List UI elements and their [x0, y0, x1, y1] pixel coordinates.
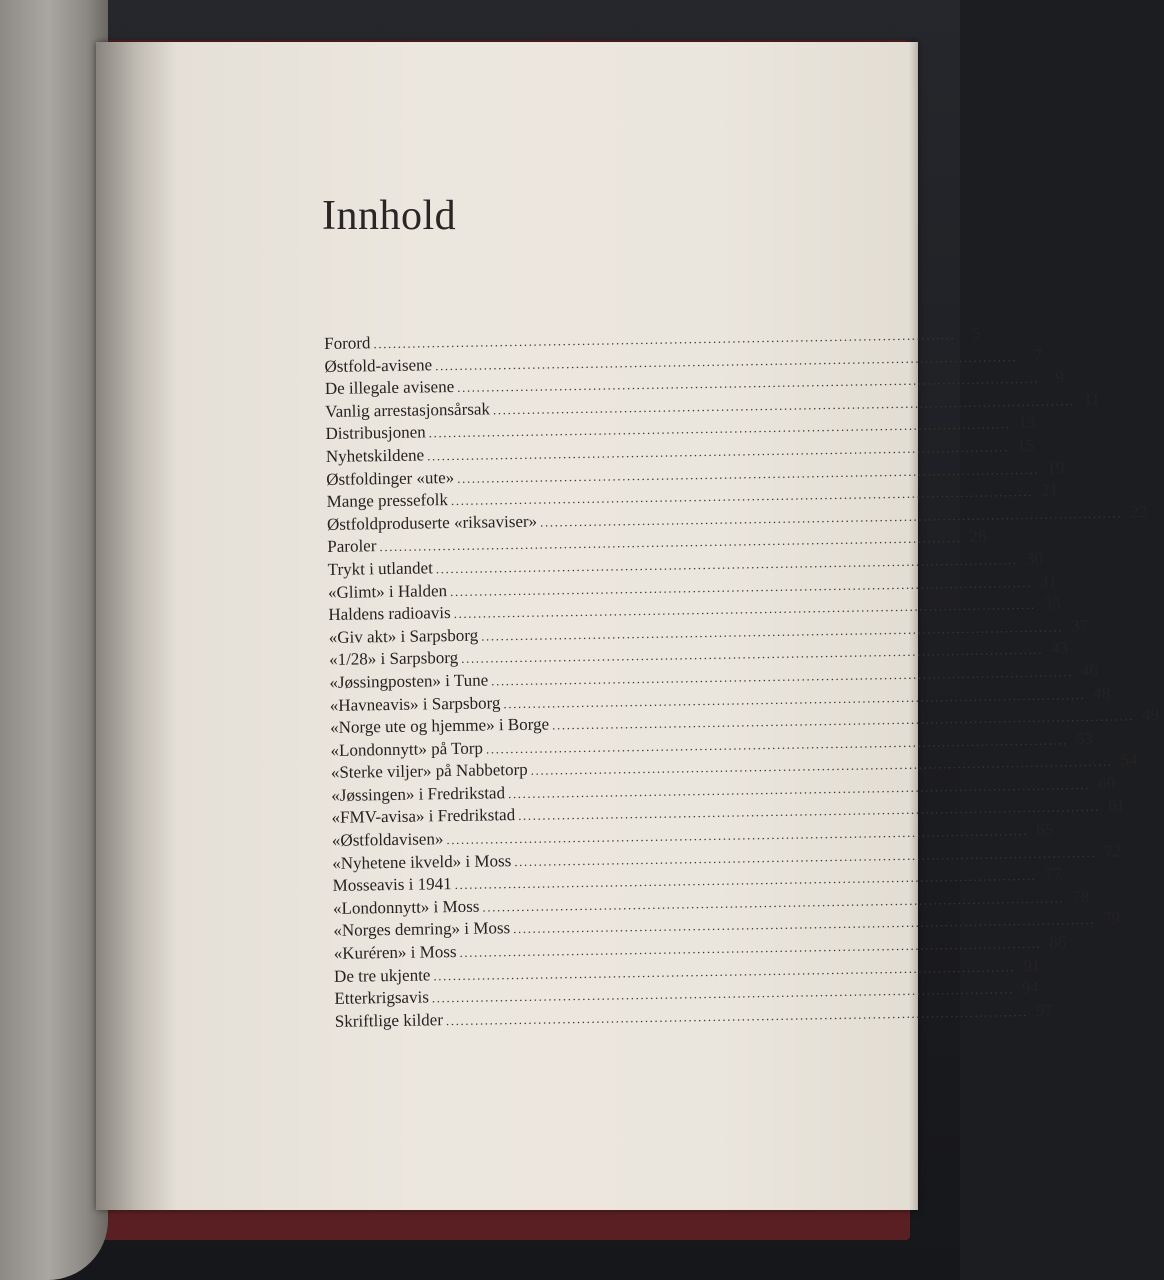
toc-entry-title: Nyhetskildene [325, 445, 425, 466]
toc-entry-page-number: 61 [1107, 795, 1126, 816]
toc-entry-page-number: 28 [969, 526, 987, 547]
toc-dot-leader: ........................................................................................................................ [435, 552, 1018, 577]
toc-entry [334, 1000, 1053, 1035]
toc-dot-leader: ........................................................................................................................ [518, 799, 1101, 824]
toc-dot-leader: ........................................................................................................................ [428, 416, 1011, 441]
toc-entry-title: De illegale avisene [324, 377, 455, 399]
toc-entry-title: «Sterke viljer» på Nabbetorp [330, 760, 528, 783]
toc-dot-leader: ........................................................................................................................ [445, 1003, 1028, 1028]
toc-entry-page-number: 78 [1072, 886, 1090, 907]
toc-entry-title: Trykt i utlandet [327, 558, 433, 579]
toc-entry-page-number: 97 [1035, 1000, 1053, 1020]
toc-entry-title: Østfoldinger «ute» [326, 467, 455, 489]
toc-dot-leader: ........................................................................................................................ [449, 574, 1033, 599]
toc-entry-title: «Havneavis» i Sarpsborg [329, 692, 501, 715]
toc-dot-leader: ........................................................................................................................ [539, 505, 1123, 530]
toc-entry-title: Mange pressefolk [326, 490, 449, 512]
toc-dot-leader: ........................................................................................................................ [530, 753, 1113, 779]
toc-entry-title: «Jøssingposten» i Tune [329, 670, 489, 692]
toc-dot-leader: ........................................................................................................................ [435, 348, 1018, 373]
toc-dot-leader: ........................................................................................................................ [514, 844, 1097, 869]
left-page-edge [0, 0, 108, 1280]
toc-entry-page-number: 35 [1043, 593, 1061, 613]
toc-entry-page-number: 54 [1120, 750, 1138, 770]
toc-entry-page-number: 37 [1070, 615, 1089, 636]
toc-entry-page-number: 91 [1023, 955, 1041, 975]
toc-dot-leader: ........................................................................................................................ [453, 596, 1036, 622]
toc-dot-leader: ........................................................................................................................ [513, 912, 1096, 937]
toc-dot-leader: ........................................................................................................................ [379, 530, 962, 555]
toc-entry-title: «Norge ute og hjemme» i Borge [330, 714, 550, 738]
toc-entry-page-number: 60 [1097, 773, 1116, 793]
toc-entry-page-number: 79 [1102, 909, 1121, 929]
toc-entry-title: Forord [324, 333, 371, 353]
toc-dot-leader: ........................................................................................................................ [459, 935, 1042, 960]
book-page [96, 42, 1160, 1210]
toc-entry-page-number: 22 [1129, 501, 1148, 522]
toc-entry-page-number: 21 [1040, 480, 1059, 500]
toc-dot-leader: ........................................................................................................................ [454, 868, 1037, 893]
toc-entry-page-number: 30 [1025, 548, 1043, 568]
toc-entry-page-number: 48 [1093, 683, 1111, 703]
toc-entry-title: Vanlig arrestasjonsårsak [325, 399, 491, 421]
toc-entry-title: «Kuréren» i Moss [333, 942, 457, 963]
toc-dot-leader: ........................................................................................................................ [491, 664, 1074, 689]
toc-entry-title: «1/28» i Sarpsborg [328, 648, 459, 670]
toc-entry-title: De tre ukjente [333, 965, 431, 986]
toc-entry-page-number: 9 [1055, 367, 1065, 387]
toc-dot-leader: ........................................................................................................................ [492, 392, 1076, 418]
toc-entry-title: Paroler [327, 536, 377, 557]
toc-dot-leader: ........................................................................................................................ [482, 890, 1065, 915]
toc-entry-page-number: 53 [1075, 728, 1094, 748]
toc-entry-title: Distribusjonen [325, 422, 426, 444]
toc-entry-title: «Giv akt» i Sarpsborg [328, 625, 479, 647]
toc-dot-leader: ........................................................................................................................ [481, 619, 1064, 644]
toc-entry-title: «Jøssingen» i Fredrikstad [331, 783, 506, 805]
toc-dot-leader: ........................................................................................................................ [431, 981, 1014, 1006]
toc-entry-page-number: 77 [1044, 864, 1062, 884]
toc-dot-leader: ........................................................................................................................ [503, 686, 1086, 711]
toc-entry-page-number: 46 [1080, 660, 1099, 681]
toc-entry-title: Østfoldproduserte «riksaviser» [326, 511, 538, 534]
table-of-contents [324, 323, 1160, 1034]
toc-entry-title: Østfold-avisene [324, 354, 433, 376]
toc-entry-title: Etterkrigsavis [334, 987, 430, 1009]
toc-entry-title: «FMV-avisa» i Fredrikstad [331, 805, 516, 828]
toc-entry-title: «Londonnytt» på Torp [330, 738, 484, 760]
toc-entry-page-number: 11 [1083, 389, 1101, 409]
toc-dot-leader: ........................................................................................................................ [485, 732, 1069, 757]
toc-entry-title: «Glimt» i Halden [327, 580, 448, 602]
toc-entry-title: Mosseavis i 1941 [332, 874, 452, 896]
toc-dot-leader: ........................................................................................................................ [507, 776, 1091, 802]
toc-entry-page-number: 49 [1141, 705, 1160, 725]
toc-dot-leader: ........................................................................................................................ [457, 370, 1040, 396]
toc-entry-title: Haldens radioavis [328, 603, 451, 625]
toc-entry-title: «Norges demring» i Moss [333, 918, 511, 941]
toc-dot-leader: ........................................................................................................................ [461, 642, 1044, 667]
toc-entry-page-number: 94 [1021, 978, 1039, 998]
toc-dot-leader: ........................................................................................................................ [427, 439, 1010, 464]
page-title: Innhold [322, 193, 457, 239]
toc-entry-title: «Østfoldavisen» [331, 829, 444, 850]
toc-dot-leader: ........................................................................................................................ [373, 327, 956, 352]
toc-entry-page-number: 13 [1018, 413, 1036, 433]
toc-entry-page-number: 15 [1016, 435, 1035, 456]
toc-dot-leader: ........................................................................................................................ [433, 958, 1016, 983]
toc-entry-page-number: 65 [1036, 819, 1054, 839]
toc-dot-leader: ........................................................................................................................ [551, 708, 1135, 733]
toc-entry-title: «Nyhetene ikveld» i Moss [332, 850, 512, 873]
toc-entry-page-number: 31 [1039, 571, 1058, 591]
page-gutter-shadow [96, 42, 176, 1210]
toc-dot-leader: ........................................................................................................................ [446, 823, 1029, 848]
toc-entry-title: Skriftlige kilder [334, 1010, 444, 1031]
toc-entry-page-number: 86 [1049, 932, 1067, 952]
toc-entry-page-number: 72 [1104, 841, 1122, 861]
toc-dot-leader: ........................................................................................................................ [450, 484, 1034, 509]
toc-entry-page-number: 7 [1033, 345, 1043, 365]
toc-entry-title: «Londonnytt» i Moss [332, 896, 480, 918]
toc-entry-page-number: 19 [1046, 457, 1065, 478]
toc-entry-page-number: 5 [971, 323, 981, 343]
toc-entry-page-number: 43 [1050, 638, 1069, 658]
toc-dot-leader: ........................................................................................................................ [457, 461, 1040, 486]
